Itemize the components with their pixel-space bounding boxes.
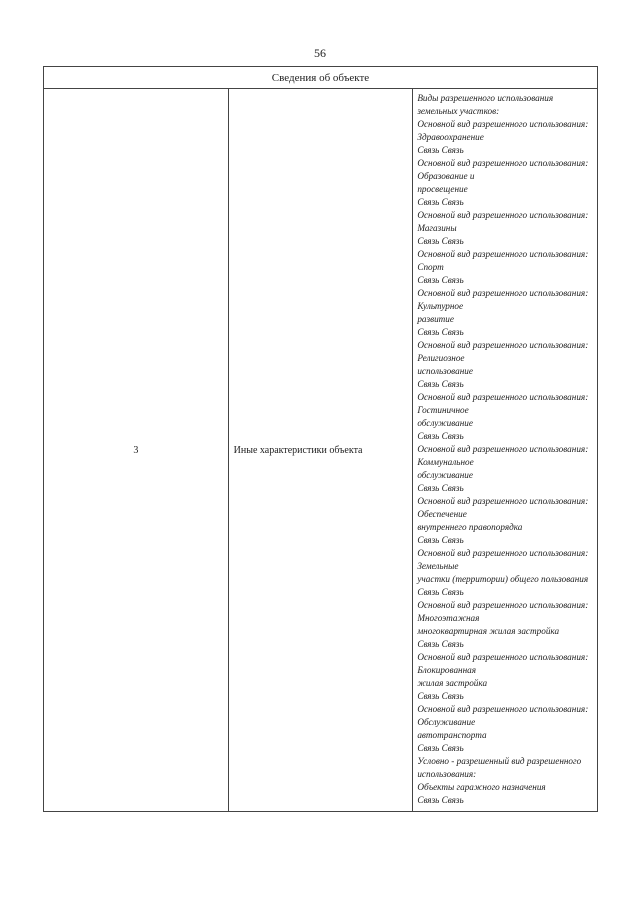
detail-line: Условно - разрешенный вид разрешенного использования:	[417, 756, 582, 779]
detail-line: участки (территории) общего пользования	[417, 574, 589, 584]
detail-line: Связь Связь	[417, 379, 464, 389]
table-row	[44, 89, 598, 812]
detail-line: Связь Связь	[417, 535, 464, 545]
detail-line: Основной вид разрешенного использования: Коммунальное	[417, 444, 589, 467]
page-number: 56	[314, 46, 326, 60]
detail-line: Связь Связь	[417, 275, 464, 285]
table-header-row	[44, 67, 598, 89]
detail-line: Основной вид разрешенного использования: Здравоохранение	[417, 119, 589, 142]
detail-line: Связь Связь	[417, 327, 464, 337]
detail-line: Основной вид разрешенного использования: Образование и	[417, 158, 589, 181]
detail-line: Связь Связь	[417, 431, 464, 441]
detail-line: Основной вид разрешенного использования: Многоэтажная	[417, 600, 589, 623]
detail-line: Виды разрешенного использования земельных участков:	[417, 93, 554, 116]
row-number: 3	[44, 89, 229, 812]
detail-line: просвещение	[417, 184, 468, 194]
detail-line: Основной вид разрешенного использования: Спорт	[417, 249, 589, 272]
detail-line: Основной вид разрешенного использования: Обслуживание	[417, 704, 589, 727]
detail-line: Связь Связь	[417, 587, 464, 597]
detail-line: Основной вид разрешенного использования: Культурное	[417, 288, 589, 311]
table-header: Сведения об объекте	[44, 67, 598, 89]
row-details	[413, 89, 598, 812]
detail-line: Связь Связь	[417, 236, 464, 246]
detail-line: Связь Связь	[417, 483, 464, 493]
detail-line: Основной вид разрешенного использования: Земельные	[417, 548, 589, 571]
detail-line: обслуживание	[417, 470, 473, 480]
detail-line: Основной вид разрешенного использования: Религиозное	[417, 340, 589, 363]
detail-line: Связь Связь	[417, 743, 464, 753]
detail-line: Основной вид разрешенного использования: Гостиничное	[417, 392, 589, 415]
detail-line: Основной вид разрешенного использования: Обеспечение	[417, 496, 589, 519]
detail-line: Основной вид разрешенного использования: Магазины	[417, 210, 589, 233]
detail-line: Связь Связь	[417, 639, 464, 649]
detail-line: Связь Связь	[417, 197, 464, 207]
detail-line: Связь Связь	[417, 145, 464, 155]
detail-line: автотранспорта	[417, 730, 487, 740]
detail-line: использование	[417, 366, 473, 376]
detail-line: Объекты гаражного назначения	[417, 782, 546, 792]
detail-line: многоквартирная жилая застройка	[417, 626, 560, 636]
detail-line: развитие	[417, 314, 454, 324]
detail-line: обслуживание	[417, 418, 473, 428]
object-info-table	[43, 66, 598, 812]
row-name: Иные характеристики объекта	[228, 89, 413, 812]
detail-line: жилая застройка	[417, 678, 488, 688]
detail-line: Основной вид разрешенного использования: Блокированная	[417, 652, 589, 675]
detail-line: Связь Связь	[417, 795, 464, 805]
detail-line: Связь Связь	[417, 691, 464, 701]
detail-line: внутреннего правопорядка	[417, 522, 523, 532]
